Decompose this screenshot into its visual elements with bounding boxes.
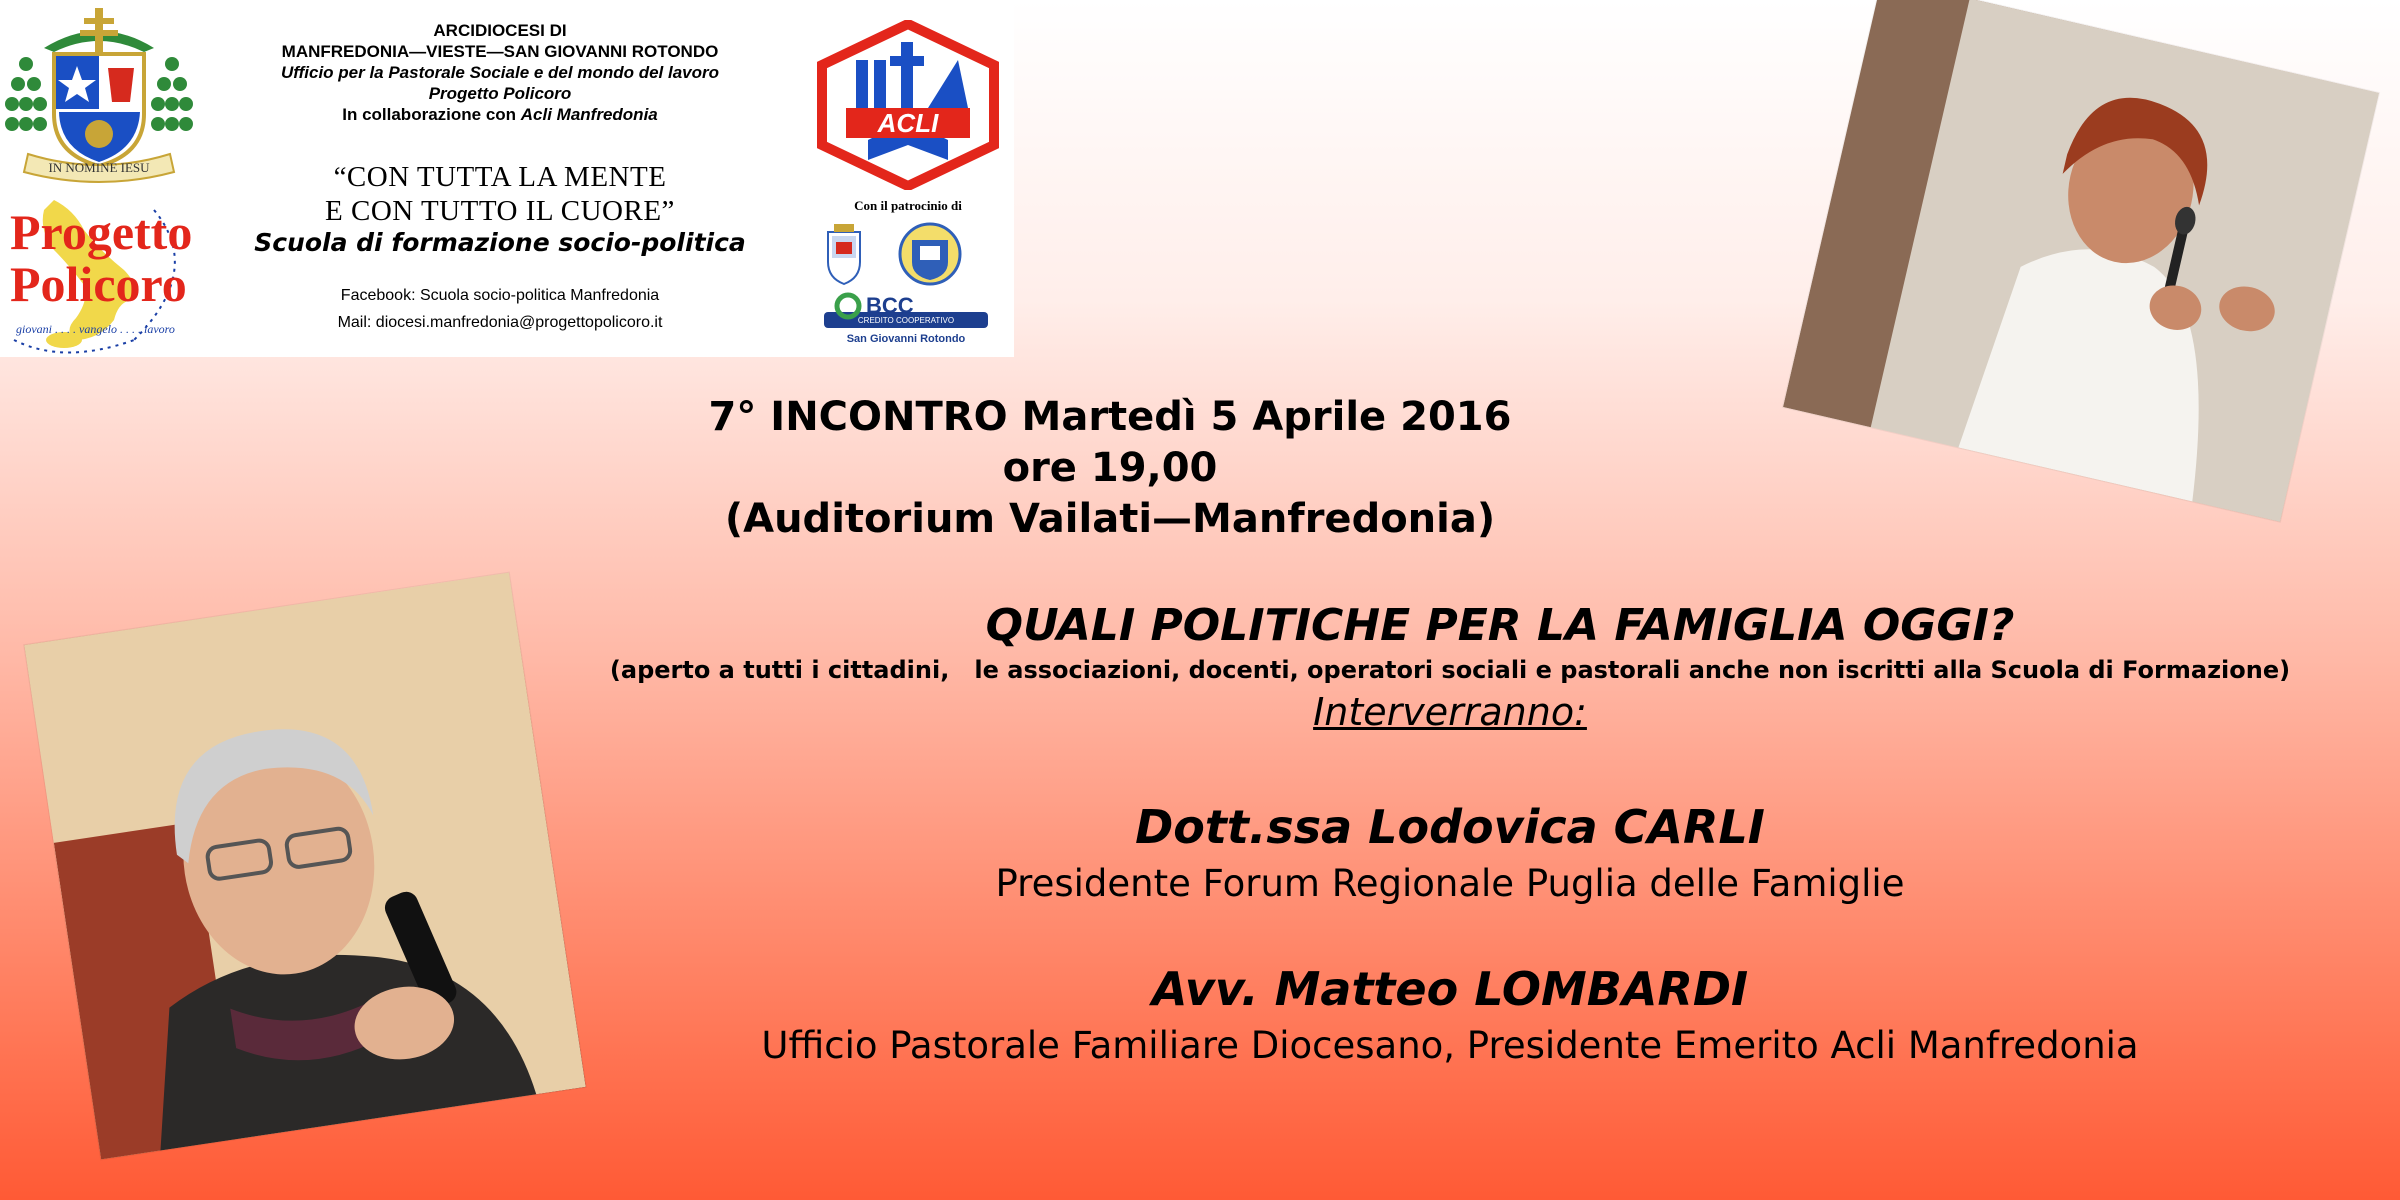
event-date: 7° INCONTRO Martedì 5 Aprile 2016 — [708, 394, 1512, 440]
speaker-photo-man — [24, 573, 585, 1160]
event-time: ore 19,00 — [1002, 445, 1218, 491]
mail-contact: Mail: diocesi.manfredonia@progettopolicoro.it — [337, 314, 663, 331]
policoro-word-1: Progetto — [10, 204, 193, 260]
acli-logo — [808, 20, 1008, 190]
province-emblem-icon — [900, 224, 960, 284]
event-info — [600, 392, 1620, 545]
office-line-2: Progetto Policoro — [428, 84, 572, 103]
event-topic: QUALI POLITICHE PER LA FAMIGLIA OGGI? — [985, 600, 2015, 651]
event-venue: (Auditorium Vailati—Manfredonia) — [724, 496, 1496, 542]
crest-motto: IN NOMINE IESU — [48, 160, 150, 175]
man-portrait-image — [24, 573, 585, 1160]
audience-note: (aperto a tutti i cittadini, le associazioni, docenti, operatori sociali e pastorali anche non iscritti alla Scuola di Formazione) — [609, 656, 2291, 684]
collaboration-name: Acli Manfredonia — [520, 105, 658, 124]
policoro-word-2: Policoro — [10, 256, 187, 312]
motto — [215, 160, 785, 228]
patronage-label: Con il patrocinio di — [854, 198, 962, 213]
motto-line-1: “CON TUTTA LA MENTE — [333, 161, 667, 193]
diocese-line-1: ARCIDIOCESI DI — [433, 21, 567, 40]
acli-label: ACLI — [877, 108, 939, 138]
facebook-contact: Facebook: Scuola socio-politica Manfredonia — [340, 287, 660, 304]
bcc-logo — [824, 293, 988, 345]
diocese-line-2: MANFREDONIA—VIESTE—SAN GIOVANNI ROTONDO — [281, 42, 719, 61]
office-line-1: Ufficio per la Pastorale Sociale e del mondo del lavoro — [280, 63, 720, 82]
motto-line-2: E CON TUTTO IL CUORE” — [325, 195, 675, 227]
speaker-1-name: Dott.ssa Lodovica CARLI — [1135, 800, 1765, 854]
bcc-sub-1: CREDITO COOPERATIVO — [857, 316, 955, 325]
woman-portrait-image — [1783, 0, 2379, 522]
bcc-sub-2: San Giovanni Rotondo — [846, 333, 966, 345]
school-name: Scuola di formazione socio-politica — [254, 228, 746, 257]
collaboration-prefix: In collaborazione con — [342, 105, 517, 124]
contact-block — [215, 282, 785, 336]
speaker-1-role: Presidente Forum Regionale Puglia delle Famiglie — [995, 862, 1905, 905]
diocese-text-block — [215, 20, 785, 125]
patronage-logos — [806, 218, 1006, 348]
speakers-heading: Interverranno: — [1313, 690, 1587, 734]
city-crest-icon — [828, 224, 860, 284]
speaker-photo-woman — [1783, 0, 2379, 522]
speaker-2-name: Avv. Matteo LOMBARDI — [1151, 962, 1749, 1016]
archdiocese-crest-logo — [4, 4, 194, 190]
speaker-2-role: Ufficio Pastorale Familiare Diocesano, Presidente Emerito Acli Manfredonia — [761, 1024, 2139, 1067]
policoro-arc-text: giovani . . . . vangelo . . . . lavoro — [16, 322, 175, 336]
bcc-label: BCC — [866, 293, 914, 318]
collaboration-line — [215, 104, 785, 125]
header-banner — [0, 0, 1014, 357]
progetto-policoro-logo — [4, 190, 204, 355]
